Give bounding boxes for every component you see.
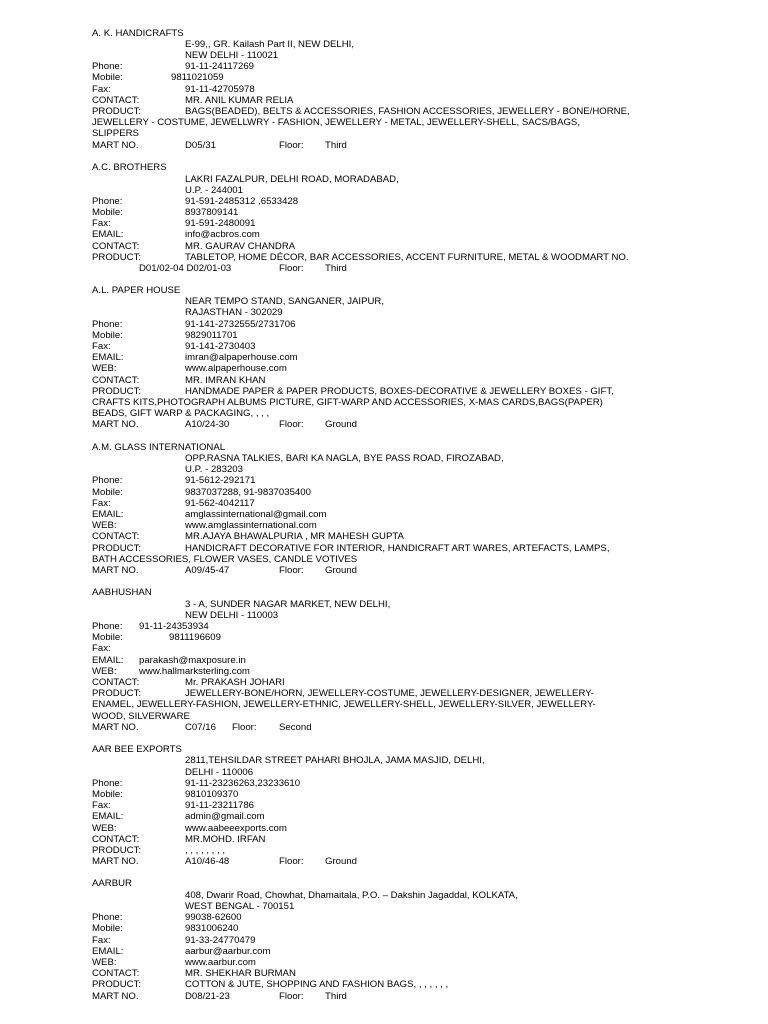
phone-value: 91-591-2485312 ,6533428 xyxy=(185,196,299,207)
address-line: RAJASTHAN - 302029 xyxy=(185,307,283,318)
product-value: , , , , , , , , xyxy=(185,845,225,856)
email-label: EMAIL: xyxy=(92,229,124,240)
product-label: PRODUCT: xyxy=(92,845,142,856)
product-value: TABLETOP, HOME DÉCOR, BAR ACCESSORIES, ACCENT FURNITURE, METAL & WOODMART NO. xyxy=(185,252,629,263)
company-name: A.C. BROTHERS xyxy=(92,162,167,173)
web-value: www.alpaperhouse.com xyxy=(185,363,287,374)
email-value: parakash@maxposure.in xyxy=(139,655,246,666)
mart-label: MART NO. xyxy=(92,565,139,576)
mart-label: MART NO. xyxy=(92,140,139,151)
floor-label: Floor: xyxy=(232,722,257,733)
mobile-value: 9829011701 xyxy=(185,330,238,341)
floor-label: Floor: xyxy=(279,263,304,274)
product-value: WOOD, SILVERWARE xyxy=(92,711,190,722)
phone-value: 91-11-23236263,23233610 xyxy=(185,778,301,789)
mart-label: MART NO. xyxy=(92,991,139,1002)
phone-label: Phone: xyxy=(92,912,123,923)
web-value: www.aarbur.com xyxy=(185,957,256,968)
floor-label: Floor: xyxy=(279,419,304,430)
floor-value: Ground xyxy=(325,419,357,430)
company-name: A.M. GLASS INTERNATIONAL xyxy=(92,442,226,453)
address-line: 3 - A, SUNDER NAGAR MARKET, NEW DELHI, xyxy=(185,599,391,610)
fax-value: 91-141-2730403 xyxy=(185,341,256,352)
phone-value: 91-11-24117269 xyxy=(185,61,254,72)
product-label: PRODUCT: xyxy=(92,543,142,554)
company-name: AABHUSHAN xyxy=(92,587,152,598)
floor-value: Ground xyxy=(325,565,357,576)
mobile-value: 9811021059 xyxy=(171,72,224,83)
product-value: BATH ACCESSORIES, FLOWER VASES, CANDLE VOTIVES xyxy=(92,554,358,565)
phone-label: Phone: xyxy=(92,778,123,789)
product-value: JEWELLERY - COSTUME, JEWELLWRY - FASHION, JEWELLERY - METAL, JEWELLERY-SHELL, SACS/BAGS, xyxy=(92,117,580,128)
phone-value: 99038-62600 xyxy=(185,912,242,923)
fax-label: Fax: xyxy=(92,498,111,509)
fax-label: Fax: xyxy=(92,643,111,654)
fax-label: Fax: xyxy=(92,935,111,946)
email-value: aarbur@aarbur.com xyxy=(185,946,271,957)
mobile-label: Mobile: xyxy=(92,72,123,83)
floor-label: Floor: xyxy=(279,565,304,576)
contact-value: Mr. PRAKASH JOHARI xyxy=(185,677,285,688)
contact-value: MR. GAURAV CHANDRA xyxy=(185,241,296,252)
web-label: WEB: xyxy=(92,666,117,677)
email-value: amglassinternational@gmail.com xyxy=(185,509,327,520)
email-value: admin@gmail.com xyxy=(185,811,265,822)
product-label: PRODUCT: xyxy=(92,252,142,263)
contact-label: CONTACT: xyxy=(92,834,140,845)
address-line: LAKRI FAZALPUR, DELHI ROAD, MORADABAD, xyxy=(185,174,399,185)
contact-value: MR.MOHD. IRFAN xyxy=(185,834,266,845)
web-value: www.hallmarksterling.com xyxy=(139,666,250,677)
contact-label: CONTACT: xyxy=(92,677,140,688)
mart-value: C07/16 xyxy=(185,722,216,733)
product-value: SLIPPERS xyxy=(92,128,139,139)
company-name: AAR BEE EXPORTS xyxy=(92,744,182,755)
email-label: EMAIL: xyxy=(92,655,124,666)
floor-label: Floor: xyxy=(279,991,304,1002)
address-line: NEW DELHI - 110003 xyxy=(185,610,279,621)
contact-value: MR. IMRAN KHAN xyxy=(185,375,266,386)
phone-value: 91-141-2732555/2731706 xyxy=(185,319,296,330)
fax-value: 91-11-42705978 xyxy=(185,84,255,95)
mart-value: D08/21-23 xyxy=(185,991,230,1002)
phone-value: 91-5612-292171 xyxy=(185,475,256,486)
company-name: A.L. PAPER HOUSE xyxy=(92,285,181,296)
product-label: PRODUCT: xyxy=(92,386,142,397)
phone-label: Phone: xyxy=(92,61,123,72)
company-name: AARBUR xyxy=(92,878,132,889)
mart-label: MART NO. xyxy=(92,856,139,867)
phone-label: Phone: xyxy=(92,475,123,486)
address-line: NEW DELHI - 110021 xyxy=(185,50,279,61)
mobile-label: Mobile: xyxy=(92,207,123,218)
mobile-label: Mobile: xyxy=(92,330,123,341)
product-value: CRAFTS KITS,PHOTOGRAPH ALBUMS PICTURE, GIFT-WARP AND ACCESSORIES, X-MAS CARDS,BAGS(PAPER) xyxy=(92,397,603,408)
phone-label: Phone: xyxy=(92,621,123,632)
floor-value: Second xyxy=(279,722,312,733)
email-value: info@acbros.com xyxy=(185,229,260,240)
floor-value: Third xyxy=(325,140,347,151)
mart-value: D05/31 xyxy=(185,140,216,151)
fax-label: Fax: xyxy=(92,800,111,811)
company-name: A. K. HANDICRAFTS xyxy=(92,28,184,39)
address-line: DELHI - 110006 xyxy=(185,767,254,778)
mart-label: MART NO. xyxy=(92,419,139,430)
address-line: NEAR TEMPO STAND, SANGANER, JAIPUR, xyxy=(185,296,385,307)
mobile-label: Mobile: xyxy=(92,487,123,498)
fax-value: 91-562-4042117 xyxy=(185,498,255,509)
mart-value: D01/02-04 D02/01-03 xyxy=(139,263,232,274)
email-label: EMAIL: xyxy=(92,946,124,957)
email-label: EMAIL: xyxy=(92,811,124,822)
web-label: WEB: xyxy=(92,520,117,531)
email-label: EMAIL: xyxy=(92,509,124,520)
product-value: BAGS(BEADED), BELTS & ACCESSORIES, FASHION ACCESSORIES, JEWELLERY - BONE/HORNE, xyxy=(185,106,630,117)
product-value: HANDMADE PAPER & PAPER PRODUCTS, BOXES-DECORATIVE & JEWELLERY BOXES - GIFT, xyxy=(185,386,614,397)
email-value: imran@alpaperhouse.com xyxy=(185,352,298,363)
contact-label: CONTACT: xyxy=(92,95,140,106)
mobile-value: 9831006240 xyxy=(185,923,239,934)
address-line: U.P. - 244001 xyxy=(185,185,243,196)
product-label: PRODUCT: xyxy=(92,688,142,699)
fax-label: Fax: xyxy=(92,84,111,95)
floor-value: Third xyxy=(325,263,347,274)
address-line: 408, Dwarir Road, Chowhat, Dhamaitala, P.O. – Dakshin Jagaddal, KOLKATA, xyxy=(185,890,518,901)
mobile-label: Mobile: xyxy=(92,923,123,934)
contact-label: CONTACT: xyxy=(92,968,140,979)
fax-value: 91-11-23211786 xyxy=(185,800,254,811)
mobile-value: 9811196609 xyxy=(169,632,221,643)
contact-label: CONTACT: xyxy=(92,375,140,386)
contact-value: MR. ANIL KUMAR RELIA xyxy=(185,95,294,106)
phone-label: Phone: xyxy=(92,319,123,330)
contact-value: MR.AJAYA BHAWALPURIA , MR MAHESH GUPTA xyxy=(185,531,404,542)
product-value: BEADS, GIFT WARP & PACKAGING, , , , xyxy=(92,408,270,419)
mart-value: A10/46-48 xyxy=(185,856,230,867)
product-label: PRODUCT: xyxy=(92,106,142,117)
address-line: WEST BENGAL - 700151 xyxy=(185,901,295,912)
fax-label: Fax: xyxy=(92,218,111,229)
product-value: HANDICRAFT DECORATIVE FOR INTERIOR, HANDICRAFT ART WARES, ARTEFACTS, LAMPS, xyxy=(185,543,610,554)
fax-value: 91-33-24770479 xyxy=(185,935,256,946)
web-value: www.amglassinternational.com xyxy=(185,520,317,531)
web-label: WEB: xyxy=(92,823,117,834)
mobile-label: Mobile: xyxy=(92,789,123,800)
web-label: WEB: xyxy=(92,957,117,968)
address-line: 2811,TEHSILDAR STREET PAHARI BHOJLA, JAMA MASJID, DELHI, xyxy=(185,755,485,766)
floor-label: Floor: xyxy=(279,140,304,151)
product-value: JEWELLERY-BONE/HORN, JEWELLERY-COSTUME, JEWELLERY-DESIGNER, JEWELLERY- xyxy=(185,688,594,699)
address-line: OPP.RASNA TALKIES, BARI KA NAGLA, BYE PASS ROAD, FIROZABAD, xyxy=(185,453,504,464)
mart-value: A09/45-47 xyxy=(185,565,230,576)
mobile-value: 9837037288, 91-9837035400 xyxy=(185,487,311,498)
web-value: www.aabeeexports.com xyxy=(185,823,287,834)
floor-value: Ground xyxy=(325,856,357,867)
phone-value: 91-11-24353934 xyxy=(139,621,209,632)
mobile-label: Mobile: xyxy=(92,632,123,643)
mobile-value: 8937809141 xyxy=(185,207,239,218)
floor-label: Floor: xyxy=(279,856,304,867)
web-label: WEB: xyxy=(92,363,117,374)
product-value: COTTON & JUTE, SHOPPING AND FASHION BAGS, , , , , , , xyxy=(185,979,449,990)
address-line: E-99,, GR. Kailash Part II, NEW DELHI, xyxy=(185,39,355,50)
email-label: EMAIL: xyxy=(92,352,124,363)
address-line: U.P. - 283203 xyxy=(185,464,243,475)
mobile-value: 9810109370 xyxy=(185,789,239,800)
fax-label: Fax: xyxy=(92,341,111,352)
contact-label: CONTACT: xyxy=(92,531,140,542)
contact-value: MR. SHEKHAR BURMAN xyxy=(185,968,296,979)
mart-label: MART NO. xyxy=(92,722,139,733)
product-value: ENAMEL, JEWELLERY-FASHION, JEWELLERY-ETHNIC, JEWELLERY-SHELL, JEWELLERY-SILVER, JEWELLERY- xyxy=(92,699,596,710)
fax-value: 91-591-2480091 xyxy=(185,218,256,229)
mart-value: A10/24-30 xyxy=(185,419,230,430)
product-label: PRODUCT: xyxy=(92,979,142,990)
floor-value: Third xyxy=(325,991,347,1002)
phone-label: Phone: xyxy=(92,196,123,207)
contact-label: CONTACT: xyxy=(92,241,140,252)
